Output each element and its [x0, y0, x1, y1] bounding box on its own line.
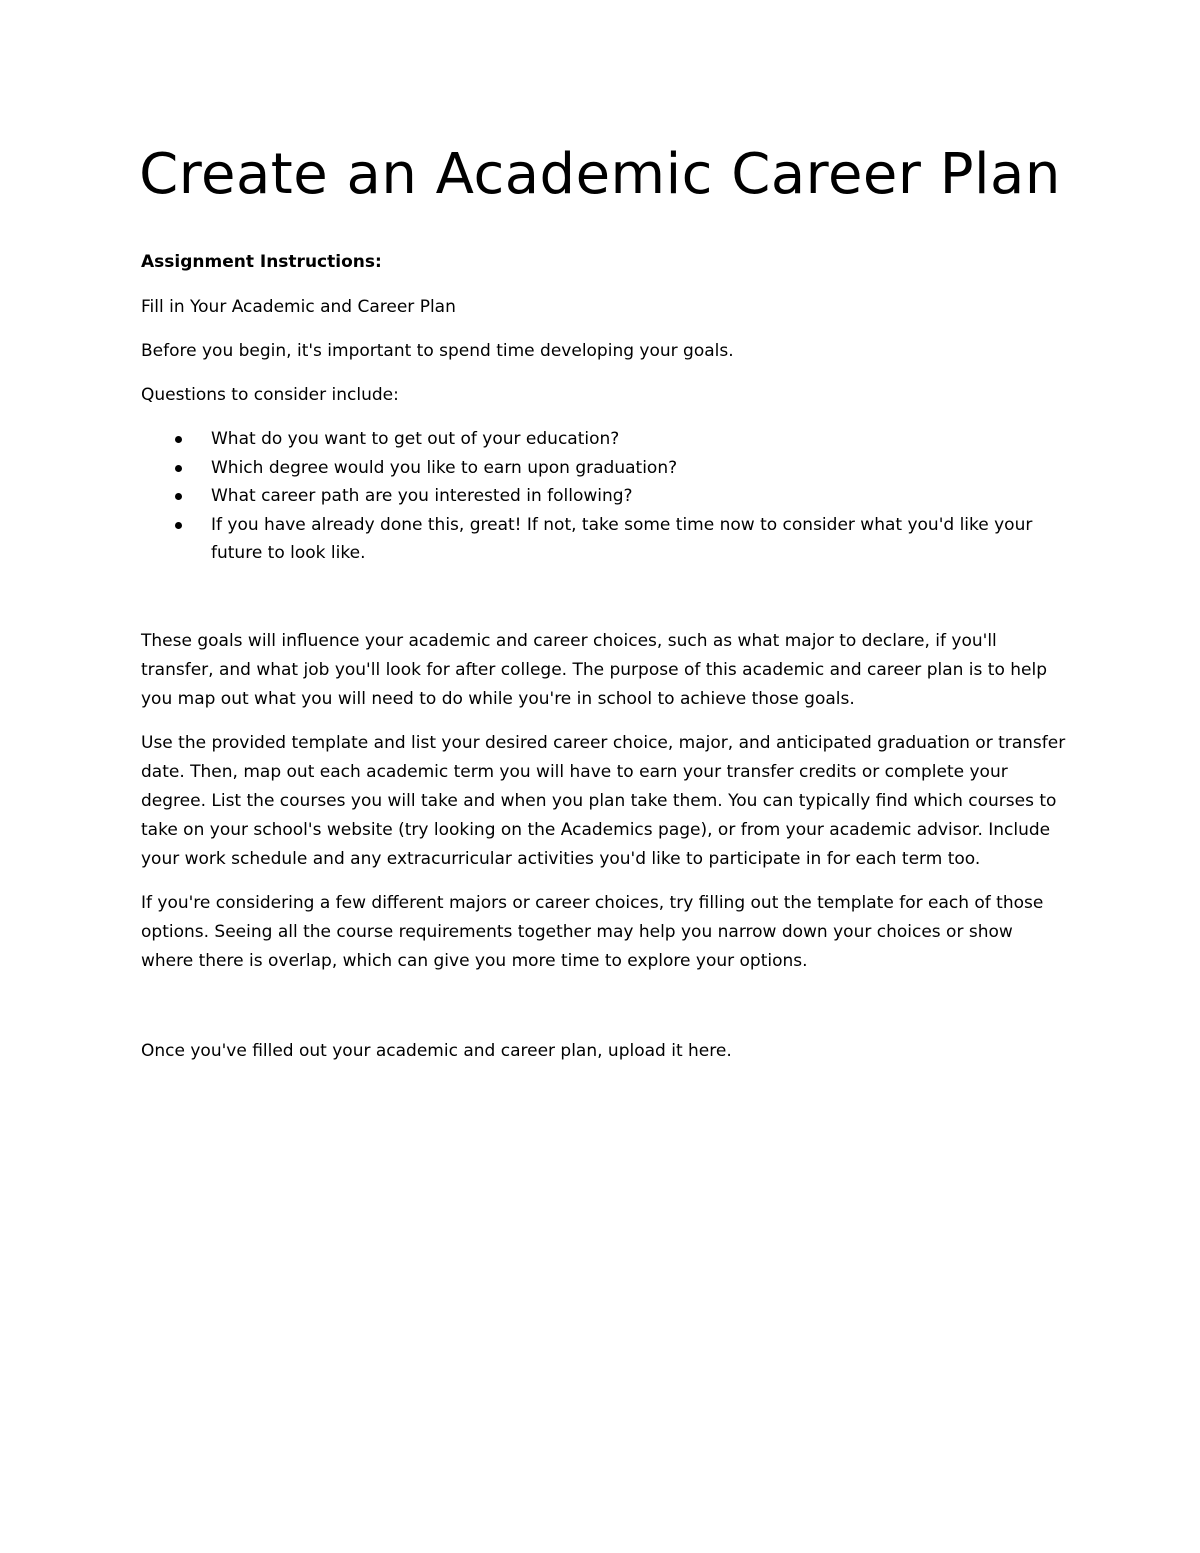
list-item: [211, 511, 1066, 568]
list-item-text: Which degree would you like to earn upon graduation?: [211, 457, 678, 478]
list-item-text: What career path are you interested in following?: [211, 486, 633, 506]
paragraph-options: If you're considering a few different majors or career choices, try filling out the template for each of those options. Seeing all the course requirements together may help you narrow down your choices or show where there is overlap, which can give you more time to explore your options.: [141, 892, 1044, 971]
before-text: Before you begin, it's important to spend time developing your goals.: [141, 341, 734, 361]
bullet-icon: [175, 522, 182, 529]
list-item: [211, 425, 1066, 454]
list-item: [211, 454, 1066, 483]
assignment-heading: Assignment Instructions:: [141, 252, 382, 272]
list-item-text: If you have already done this, great! If not, take some time now to consider what you'd like your future to look like.: [211, 514, 1033, 563]
bullet-icon: [175, 493, 182, 500]
document-body: [141, 248, 1066, 1081]
closing-text: Once you've filled out your academic and career plan, upload it here.: [141, 1040, 732, 1061]
paragraph-template: Use the provided template and list your desired career choice, major, and anticipated graduation or transfer date. Then, map out each academic term you will have to earn your transfer credits or complete your degree. List the courses you will take and when you plan take them. You can typically find which courses to take on your school's website (try looking on the Academics page), or from your academic advisor. Include your work schedule and any extracurricular activities you'd like to participate in for each term too.: [141, 732, 1066, 869]
document-title: Create an Academic Career Plan: [139, 142, 1061, 207]
questions-list: [141, 425, 1066, 568]
intro-text: Fill in Your Academic and Career Plan: [141, 297, 456, 317]
questions-intro: Questions to consider include:: [141, 385, 399, 405]
spacer: [141, 568, 1066, 627]
spacer: [141, 991, 1066, 1037]
bullet-icon: [175, 465, 182, 472]
paragraph-goals: These goals will influence your academic and career choices, such as what major to declare, if you'll transfer, and what job you'll look for after college. The purpose of this academic and career plan is to help you map out what you will need to do while you're in school to achieve those goals.: [141, 630, 1048, 709]
list-item-text: What do you want to get out of your education?: [211, 429, 620, 449]
bullet-icon: [175, 436, 182, 443]
list-item: [211, 482, 1066, 511]
